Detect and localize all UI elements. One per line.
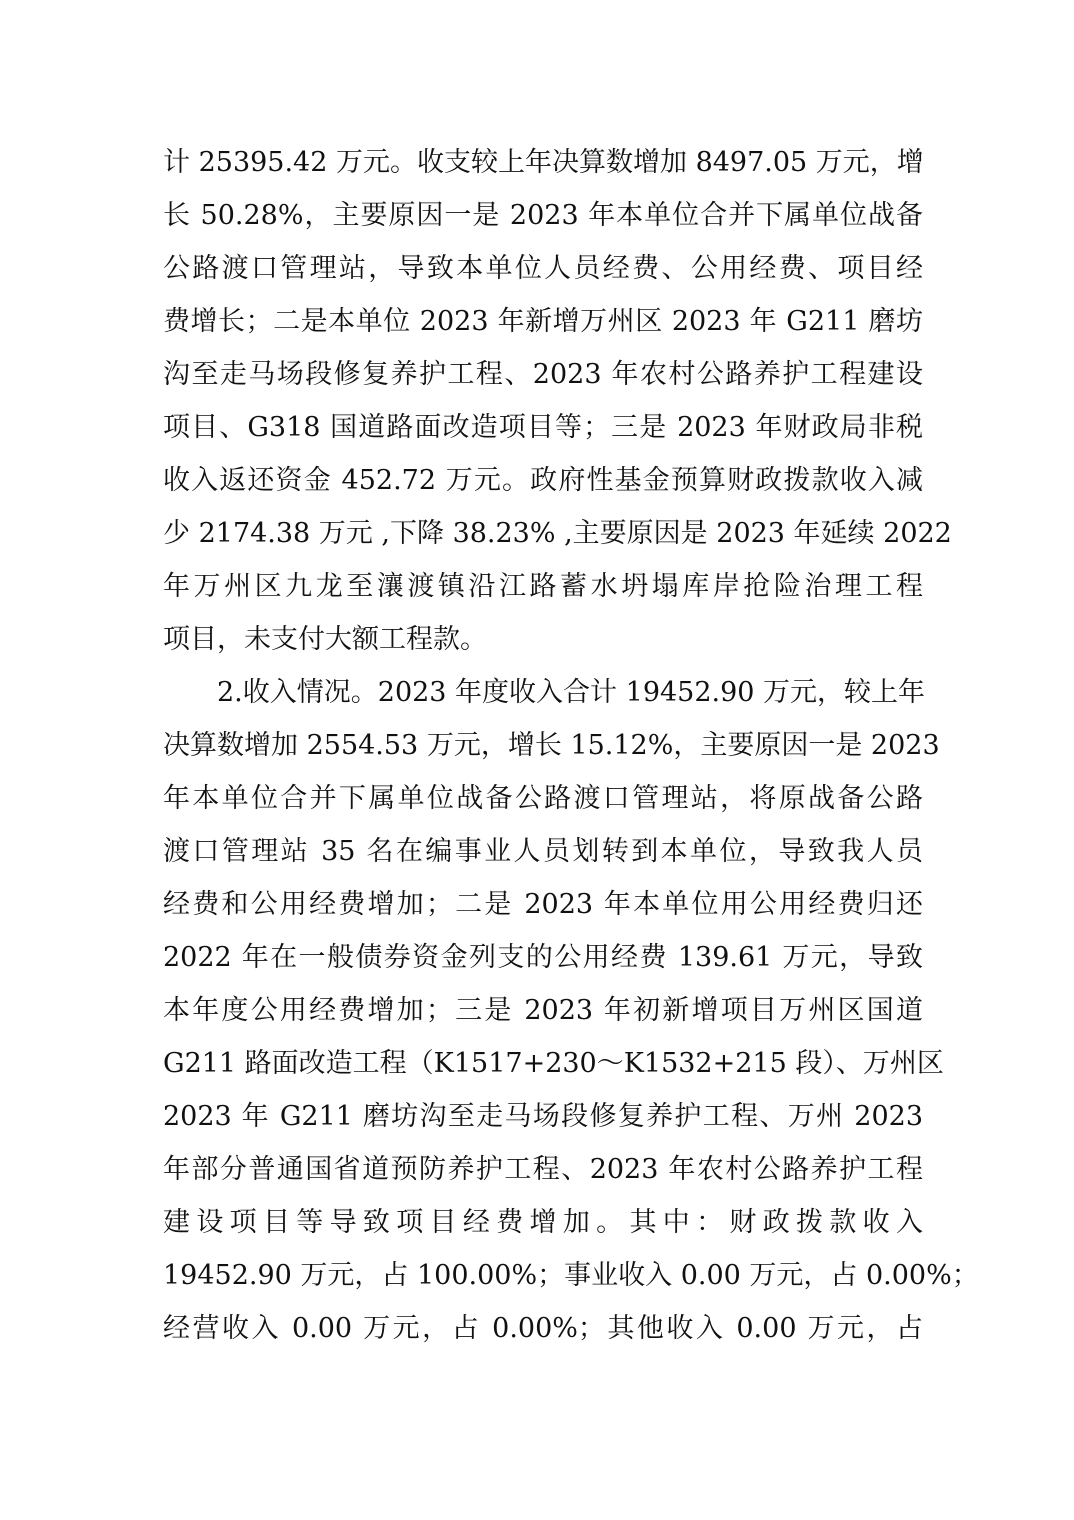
paragraph-1	[163, 136, 952, 666]
text-line: 沟至走马场段修复养护工程、2023 年农村公路养护工程建设	[163, 359, 923, 390]
text-line: 年部分普通国省道预防养护工程、2023 年农村公路养护工程	[163, 1154, 923, 1185]
text-line: 项目、G318 国道路面改造项目等；三是 2023 年财政局非税	[163, 412, 924, 443]
text-line: 2023 年 G211 磨坊沟至走马场段修复养护工程、万州 2023	[163, 1101, 923, 1132]
text-line: 项目，未支付大额工程款。	[163, 624, 487, 655]
paragraph-2	[163, 666, 979, 1355]
text-line: 计 25395.42 万元。收支较上年决算数增加 8497.05 万元，增	[163, 147, 924, 178]
text-line: 19452.90 万元，占 100.00%；事业收入 0.00 万元，占 0.00%；	[163, 1260, 979, 1291]
text-line: 公路渡口管理站，导致本单位人员经费、公用经费、项目经	[163, 253, 923, 284]
text-line: 年本单位合并下属单位战备公路渡口管理站，将原战备公路	[163, 783, 923, 814]
text-line: G211 路面改造工程（K1517+230～K1532+215 段）、万州区	[163, 1048, 944, 1079]
text-line: 渡口管理站 35 名在编事业人员划转到本单位，导致我人员	[163, 836, 923, 867]
text-line: 少 2174.38 万元 ,下降 38.23% ,主要原因是 2023 年延续 2022	[163, 518, 952, 549]
body-text	[163, 136, 979, 1355]
text-line: 经费和公用经费增加；二是 2023 年本单位用公用经费归还	[163, 889, 923, 920]
text-line: 长 50.28%，主要原因一是 2023 年本单位合并下属单位战备	[163, 200, 923, 231]
text-line: 决算数增加 2554.53 万元，增长 15.12%，主要原因一是 2023	[163, 730, 940, 761]
text-line: 本年度公用经费增加；三是 2023 年初新增项目万州区国道	[163, 995, 923, 1026]
text-line: 收入返还资金 452.72 万元。政府性基金预算财政拨款收入减	[163, 465, 923, 496]
text-line: 建设项目等导致项目经费增加。其中：财政拨款收入	[163, 1207, 923, 1238]
text-line: 经营收入 0.00 万元，占 0.00%；其他收入 0.00 万元，占	[163, 1313, 923, 1344]
text-line: 年万州区九龙至瀼渡镇沿江路蓄水坍塌库岸抢险治理工程	[163, 571, 923, 602]
text-line: 2022 年在一般债券资金列支的公用经费 139.61 万元，导致	[163, 942, 923, 973]
text-line: 2.收入情况。2023 年度收入合计 19452.90 万元，较上年	[217, 677, 926, 708]
text-line: 费增长；二是本单位 2023 年新增万州区 2023 年 G211 磨坊	[163, 306, 923, 337]
